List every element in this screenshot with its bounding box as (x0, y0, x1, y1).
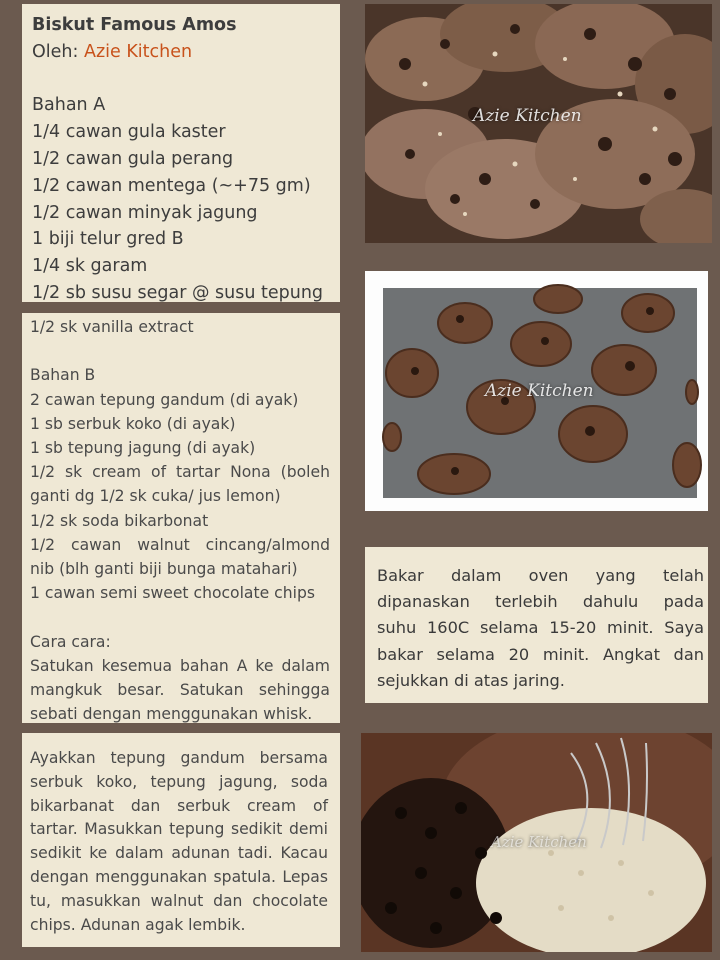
ingredient-line: 1/2 cawan walnut cincang/almond (30, 535, 330, 554)
baking-line: suhu 160C selama 15-20 minit. Saya (377, 618, 704, 638)
method-line: chips. Adunan agak lembik. (30, 915, 246, 934)
recipe-card-ingredients-b (22, 313, 340, 723)
section-heading-cara: Cara cara: (30, 632, 111, 651)
baking-line: Bakar dalam oven yang telah (377, 566, 704, 585)
spacer (30, 605, 330, 629)
spacer (32, 66, 340, 93)
ingredient-line: 1/2 cawan mentega (~+75 gm) (32, 175, 311, 196)
spacer (30, 339, 330, 363)
watermark: Azie Kitchen (473, 106, 582, 126)
ingredient-line: 1 sb tepung jagung (di ayak) (30, 439, 256, 458)
ingredient-line: 1/2 cawan gula perang (32, 148, 234, 169)
method-line: dengan menggunakan spatula. Lepas (30, 867, 328, 886)
author-name: Azie Kitchen (83, 41, 193, 62)
photo-mixing-bowl (361, 733, 712, 952)
recipe-card-ingredients-a (22, 4, 340, 302)
method-line: tu, masukkan walnut dan chocolate (30, 891, 328, 910)
text-line: 1/2 sk vanilla extract (30, 318, 194, 336)
ingredient-line: 1/4 sk garam (32, 256, 148, 277)
author-label: Oleh: (32, 41, 79, 62)
ingredient-line: 1 biji telur gred B (32, 229, 184, 250)
watermark: Azie Kitchen (485, 381, 594, 401)
ingredient-line: 1 sb serbuk koko (di ayak) (30, 414, 236, 433)
watermark: Azie Kitchen (491, 833, 587, 851)
recipe-card-method (22, 733, 340, 947)
method-line: mangkuk besar. Satukan sehingga (30, 681, 330, 700)
ingredient-line: 1/4 cawan gula kaster (32, 122, 226, 143)
ingredient-line: 1/2 sk soda bikarbonat (30, 511, 209, 530)
method-line: sedikit ke dalam adunan tadi. Kacau (30, 844, 328, 863)
ingredient-line: 1/2 sb susu segar @ susu tepung (32, 282, 324, 303)
baking-line: sejukkan di atas jaring. (377, 670, 565, 690)
method-line: sebati dengan menggunakan whisk. (30, 705, 313, 724)
ingredient-line: nib (blh ganti biji bunga matahari) (30, 560, 298, 579)
method-line: serbuk koko, tepung jagung, soda (30, 772, 328, 791)
recipe-title: Biskut Famous Amos (32, 15, 237, 35)
baking-line: dipanaskan terlebih dahulu pada (377, 592, 704, 612)
photo-baked-cookies (365, 4, 712, 243)
ingredient-line: 1/2 sk cream of tartar Nona (boleh (30, 463, 330, 482)
ingredient-line: ganti dg 1/2 sk cuka/ jus lemon) (30, 487, 281, 506)
section-heading-bahan-a: Bahan A (32, 95, 106, 116)
recipe-card-baking (365, 547, 708, 703)
ingredient-line: 1 cawan semi sweet chocolate chips (30, 584, 315, 603)
method-line: Ayakkan tepung gandum bersama (30, 749, 328, 767)
section-heading-bahan-b: Bahan B (30, 366, 96, 385)
method-line: bikarbanat dan serbuk cream of (30, 796, 328, 815)
baking-line: bakar selama 20 minit. Angkat dan (377, 644, 704, 664)
method-line: tartar. Masukkan tepung sedikit demi (30, 820, 328, 839)
photo-dough-on-tray (365, 271, 708, 511)
method-line: Satukan kesemua bahan A ke dalam (30, 656, 330, 675)
ingredient-line: 1/2 cawan minyak jagung (32, 202, 258, 223)
ingredient-line: 2 cawan tepung gandum (di ayak) (30, 390, 299, 409)
author-line (32, 39, 340, 66)
